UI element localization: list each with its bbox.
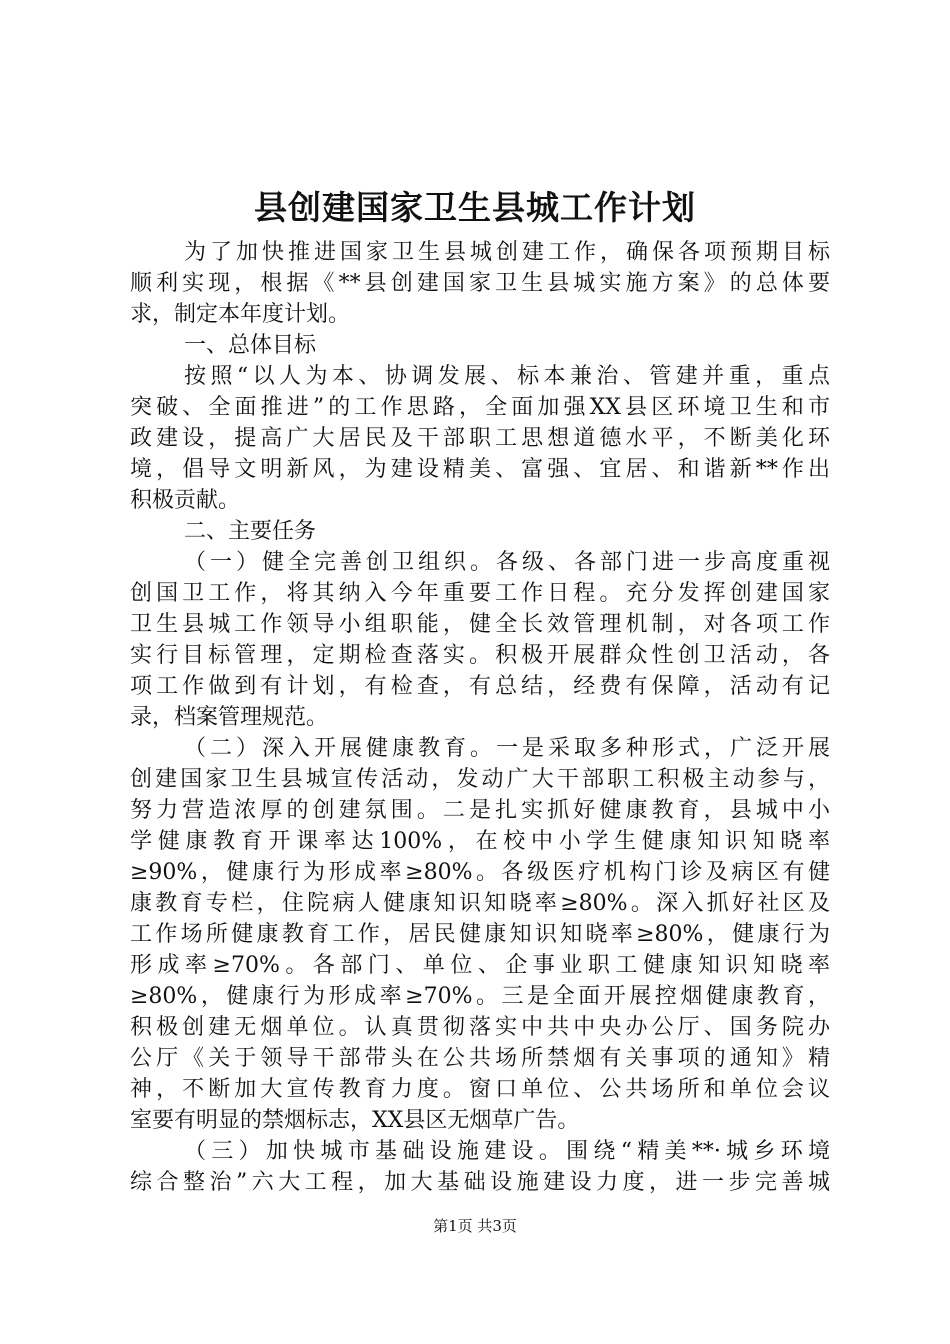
text-line: 积极创建无烟单位。认真贯彻落实中共中央办公厅、国务院办 — [130, 1015, 830, 1040]
text-line: 积极贡献。 — [130, 488, 241, 513]
text-line: 求，制定本年度计划。 — [130, 302, 351, 327]
text-line: 工作场所健康教育工作，居民健康知识知晓率≥80%，健康行为 — [130, 922, 830, 947]
text-line: （二）深入开展健康教育。一是采取多种形式，广泛开展 — [184, 736, 830, 761]
text-line: 卫生县城工作领导小组职能，健全长效管理机制，对各项工作 — [130, 612, 830, 637]
text-line: 综合整治”六大工程，加大基础设施建设力度，进一步完善城 — [130, 1170, 830, 1195]
text-line: 创国卫工作，将其纳入今年重要工作日程。充分发挥创建国家 — [130, 581, 830, 606]
text-line: 二、主要任务 — [184, 519, 317, 544]
text-line: 神，不断加大宣传教育力度。窗口单位、公共场所和单位会议 — [130, 1077, 830, 1102]
text-line: 顺利实现，根据《**县创建国家卫生县城实施方案》的总体要 — [130, 271, 830, 296]
text-line: 康教育专栏，住院病人健康知识知晓率≥80%。深入抓好社区及 — [130, 891, 830, 916]
text-line: 项工作做到有计划，有检查，有总结，经费有保障，活动有记 — [130, 674, 830, 699]
text-line: 政建设，提高广大居民及干部职工思想道德水平，不断美化环 — [130, 426, 830, 451]
text-line: 室要有明显的禁烟标志，XX县区无烟草广告。 — [130, 1108, 580, 1133]
text-line: （三）加快城市基础设施建设。围绕“精美**·城乡环境 — [184, 1139, 830, 1164]
text-line: （一）健全完善创卫组织。各级、各部门进一步高度重视 — [184, 550, 830, 575]
text-line: 一、总体目标 — [184, 333, 317, 358]
text-line: 境，倡导文明新风，为建设精美、富强、宜居、和谐新**作出 — [130, 457, 830, 482]
text-line: 录，档案管理规范。 — [130, 705, 329, 730]
text-line: ≥90%，健康行为形成率≥80%。各级医疗机构门诊及病区有健 — [130, 860, 830, 885]
text-line: 公厅《关于领导干部带头在公共场所禁烟有关事项的通知》精 — [130, 1046, 830, 1071]
text-line: 突破、全面推进”的工作思路，全面加强XX县区环境卫生和市 — [130, 395, 830, 420]
text-line: 努力营造浓厚的创建氛围。二是扎实抓好健康教育，县城中小 — [130, 798, 830, 823]
document-body — [130, 237, 830, 1198]
text-line: 学健康教育开课率达100%，在校中小学生健康知识知晓率 — [130, 829, 830, 854]
text-line: 按照“以人为本、协调发展、标本兼治、管建并重，重点 — [184, 364, 830, 389]
text-line: 创建国家卫生县城宣传活动，发动广大干部职工积极主动参与， — [130, 767, 830, 792]
text-line: 形成率≥70%。各部门、单位、企事业职工健康知识知晓率 — [130, 953, 830, 978]
page-footer: 第1页 共3页 — [433, 1217, 517, 1235]
text-line: 为了加快推进国家卫生县城创建工作，确保各项预期目标 — [184, 240, 830, 265]
text-line: ≥80%，健康行为形成率≥70%。三是全面开展控烟健康教育， — [130, 984, 830, 1009]
document-title: 县创建国家卫生县城工作计划 — [254, 188, 696, 227]
text-line: 实行目标管理，定期检查落实。积极开展群众性创卫活动，各 — [130, 643, 830, 668]
